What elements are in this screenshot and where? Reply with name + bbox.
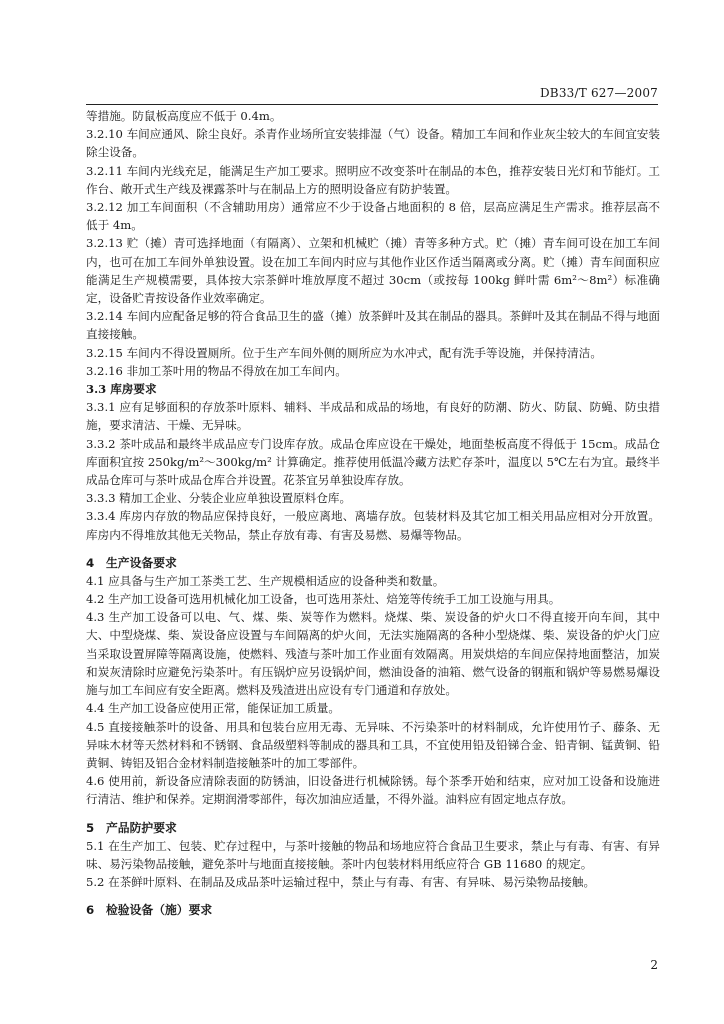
section-title: 产品防护要求 bbox=[106, 820, 177, 835]
section-number: 6 bbox=[86, 903, 95, 918]
section-title: 检验设备（施）要求 bbox=[106, 903, 213, 918]
clause-paragraph: 3.2.11 车间内光线充足，能满足生产加工要求。照明应不改变茶叶在制品的本色，推荐安装日光灯和节能灯。工作台、敞开式生产线及裸露茶叶与在制品上方的照明设备应有防护装置。 bbox=[86, 163, 660, 196]
clause-paragraph: 3.2.10 车间应通风、除尘良好。杀青作业场所宜安装排湿（气）设备。精加工车间和作业灰尘较大的车间宜安装除尘设备。 bbox=[86, 127, 660, 160]
clause-paragraph: 4.5 直接接触茶叶的设备、用具和包装台应用无毒、无异味、不污染茶叶的材料制成，允许使用竹子、藤条、无异味木材等天然材料和不锈钢、食品级塑料等制成的器具和工具，不宜使用铅及铅锑合金、铅青铜、锰黄铜、铅黄铜、铸铝及铝合金材料制造接触茶叶的加工零部件。 bbox=[86, 719, 660, 770]
clause-paragraph: 4.4 生产加工设备应使用正常，能保证加工质量。 bbox=[86, 701, 340, 716]
clause-paragraph: 等措施。防鼠板高度应不低于 0.4m。 bbox=[86, 109, 282, 123]
section-number: 5 bbox=[86, 820, 95, 835]
clause-paragraph: 3.2.12 加工车间面积（不含辅助用房）通常应不少于设备占地面积的 8 倍，层高应满足生产需求。推荐层高不低于 4m。 bbox=[86, 200, 660, 233]
section-heading bbox=[86, 819, 660, 837]
document-code: DB33/T 627—2007 bbox=[539, 86, 658, 100]
clause-paragraph: 3.3.2 茶叶成品和最终半成品应专门设库存放。成品仓库应设在干燥处，地面垫板高度不得低于 15cm。成品仓库面积宜按 250kg/m²～300kg/m² 计算确定。推荐使用低温冷藏方法贮存茶叶，温度以 5℃左右为宜。最终半成品仓库可与茶叶成品仓库合并设置。花茶宜另单独设库存放。 bbox=[86, 436, 660, 488]
header-divider bbox=[86, 104, 658, 105]
section-number: 4 bbox=[86, 555, 95, 570]
clause-paragraph: 3.2.13 贮（摊）青可选择地面（有隔离）、立架和机械贮（摊）青等多种方式。贮（摊）青车间可设在加工车间内，也可在加工车间外单独设置。设在加工车间内时应与其他作业区作适当隔离或分离。贮（摊）青车间面积应能满足生产规模需要，具体按大宗茶鲜叶堆放厚度不超过 30cm（或按每 100kg 鲜叶需 6m²～8m²）标准确定，设备贮青按设备作业效率确定。 bbox=[86, 236, 660, 306]
clause-paragraph: 4.2 生产加工设备可选用机械化加工设备，也可选用茶灶、焙笼等传统手工加工设施与用具。 bbox=[86, 592, 561, 607]
clause-paragraph: 3.3.1 应有足够面积的存放茶叶原料、辅料、半成品和成品的场地，有良好的防潮、防火、防鼠、防蝇、防虫措施，要求清洁、干燥、无异味。 bbox=[86, 400, 660, 433]
section-spacer bbox=[86, 809, 660, 819]
section-spacer bbox=[86, 891, 660, 901]
section-spacer bbox=[86, 544, 660, 554]
clause-paragraph: 5.1 在生产加工、包装、贮存过程中，与茶叶接触的物品和场地应符合食品卫生要求，禁止与有毒、有害、有异味、易污染物品接触，避免茶叶与地面直接接触。茶叶内包装材料用纸应符合 GB 11680 的规定。 bbox=[86, 838, 660, 871]
document-body bbox=[86, 107, 660, 919]
clause-paragraph: 4.1 应具备与生产加工茶类工艺、生产规模相适应的设备种类和数量。 bbox=[86, 573, 445, 588]
clause-paragraph: 3.2.16 非加工茶叶用的物品不得放在加工车间内。 bbox=[86, 363, 347, 378]
clause-paragraph: 3.3.3 精加工企业、分装企业应单独设置原料仓库。 bbox=[86, 491, 352, 506]
section-heading bbox=[86, 901, 660, 919]
subsection-heading: 3.3 库房要求 bbox=[86, 382, 157, 397]
section-title: 生产设备要求 bbox=[106, 555, 177, 570]
section-heading bbox=[86, 554, 660, 572]
clause-paragraph: 5.2 在茶鲜叶原料、在制品及成品茶叶运输过程中，禁止与有毒、有害、有异味、易污染物品接触。 bbox=[86, 874, 596, 889]
clause-paragraph: 4.3 生产加工设备可以电、气、煤、柴、炭等作为燃料。烧煤、柴、炭设备的炉火口不得直接开向车间，其中大、中型烧煤、柴、炭设备应设置与车间隔离的炉火间，无法实施隔离的各种小型烧煤、柴、炭设备的炉火门应当采取设置屏障等隔离设施，使燃料、残渣与茶叶加工作业面有效隔离。用炭烘焙的车间应保持地面整洁，加炭和炭灰清除时应避免污染茶叶。有压锅炉应另设锅炉间，燃油设备的油箱、燃气设备的钢瓶和锅炉等易燃易爆设施与加工车间应有安全距离。燃料及残渣进出应设有专门通道和存放处。 bbox=[86, 610, 660, 698]
page-number: 2 bbox=[650, 958, 658, 972]
clause-paragraph: 3.2.14 车间内应配备足够的符合食品卫生的盛（摊）放茶鲜叶及其在制品的器具。茶鲜叶及其在制品不得与地面直接接触。 bbox=[86, 309, 660, 342]
clause-paragraph: 4.6 使用前，新设备应清除表面的防锈油，旧设备进行机械除锈。每个茶季开始和结束，应对加工设备和设施进行清洁、维护和保养。定期润滑零部件，每次加油应适量，不得外溢。油料应有固定地点存放。 bbox=[86, 774, 660, 807]
clause-paragraph: 3.3.4 库房内存放的物品应保持良好，一般应离地、离墙存放。包装材料及其它加工相关用品应相对分开放置。库房内不得堆放其他无关物品，禁止存放有毒、有害及易燃、易爆等物品。 bbox=[86, 509, 660, 542]
clause-paragraph: 3.2.15 车间内不得设置厕所。位于生产车间外侧的厕所应为水冲式，配有洗手等设施，并保持清洁。 bbox=[86, 345, 602, 360]
